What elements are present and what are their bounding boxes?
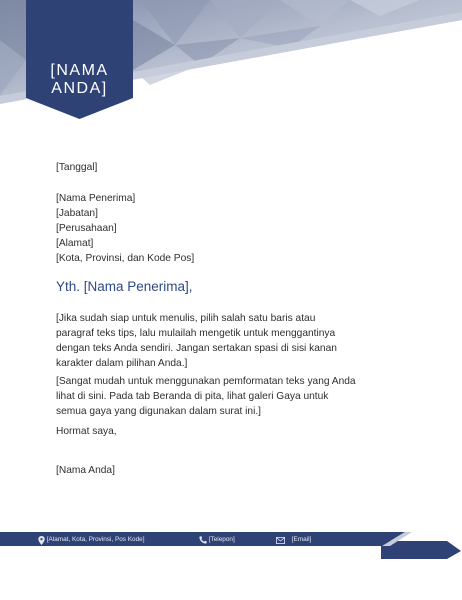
body-paragraph-1: [Jika sudah siap untuk menulis, pilih salah satu baris atau paragraf teks tips, lalu mulailah mengetik untuk menggantinya dengan teks Anda sendiri. Jangan sertakan spasi di sisi kanan karakter dalam pilihan Anda.] (56, 313, 337, 369)
footer-email-text: [Email] (291, 536, 312, 543)
map-pin-icon (38, 536, 45, 545)
sender-name-line2: ANDA] (51, 80, 108, 97)
footer-address (38, 534, 144, 546)
envelope-icon (276, 537, 285, 544)
salutation: Yth. [Nama Penerima], (56, 279, 193, 294)
recipient-company: [Perusahaan] (56, 223, 117, 234)
footer-email (276, 534, 311, 546)
date: [Tanggal] (56, 162, 98, 173)
recipient-name: [Nama Penerima] (56, 193, 136, 204)
footer-phone (199, 534, 235, 546)
closing: Hormat saya, (56, 426, 117, 437)
sender-name (26, 62, 133, 98)
recipient-city: [Kota, Provinsi, dan Kode Pos] (56, 253, 195, 264)
body-paragraph-2: [Sangat mudah untuk menggunakan pemformatan teks yang Anda lihat di sini. Pada tab Beranda di pita, lihat galeri Gaya untuk semua gaya yang digunakan dalam surat ini.] (56, 376, 356, 417)
footer-phone-text: [Telepon] (208, 536, 235, 543)
footer-address-text: [Alamat, Kota, Provinsi, Pos Kode] (46, 536, 145, 543)
recipient-address: [Alamat] (56, 238, 94, 249)
phone-icon (199, 536, 207, 544)
sender-name-line1: [NAMA (50, 62, 109, 79)
signature: [Nama Anda] (56, 465, 115, 476)
recipient-title: [Jabatan] (56, 208, 98, 219)
